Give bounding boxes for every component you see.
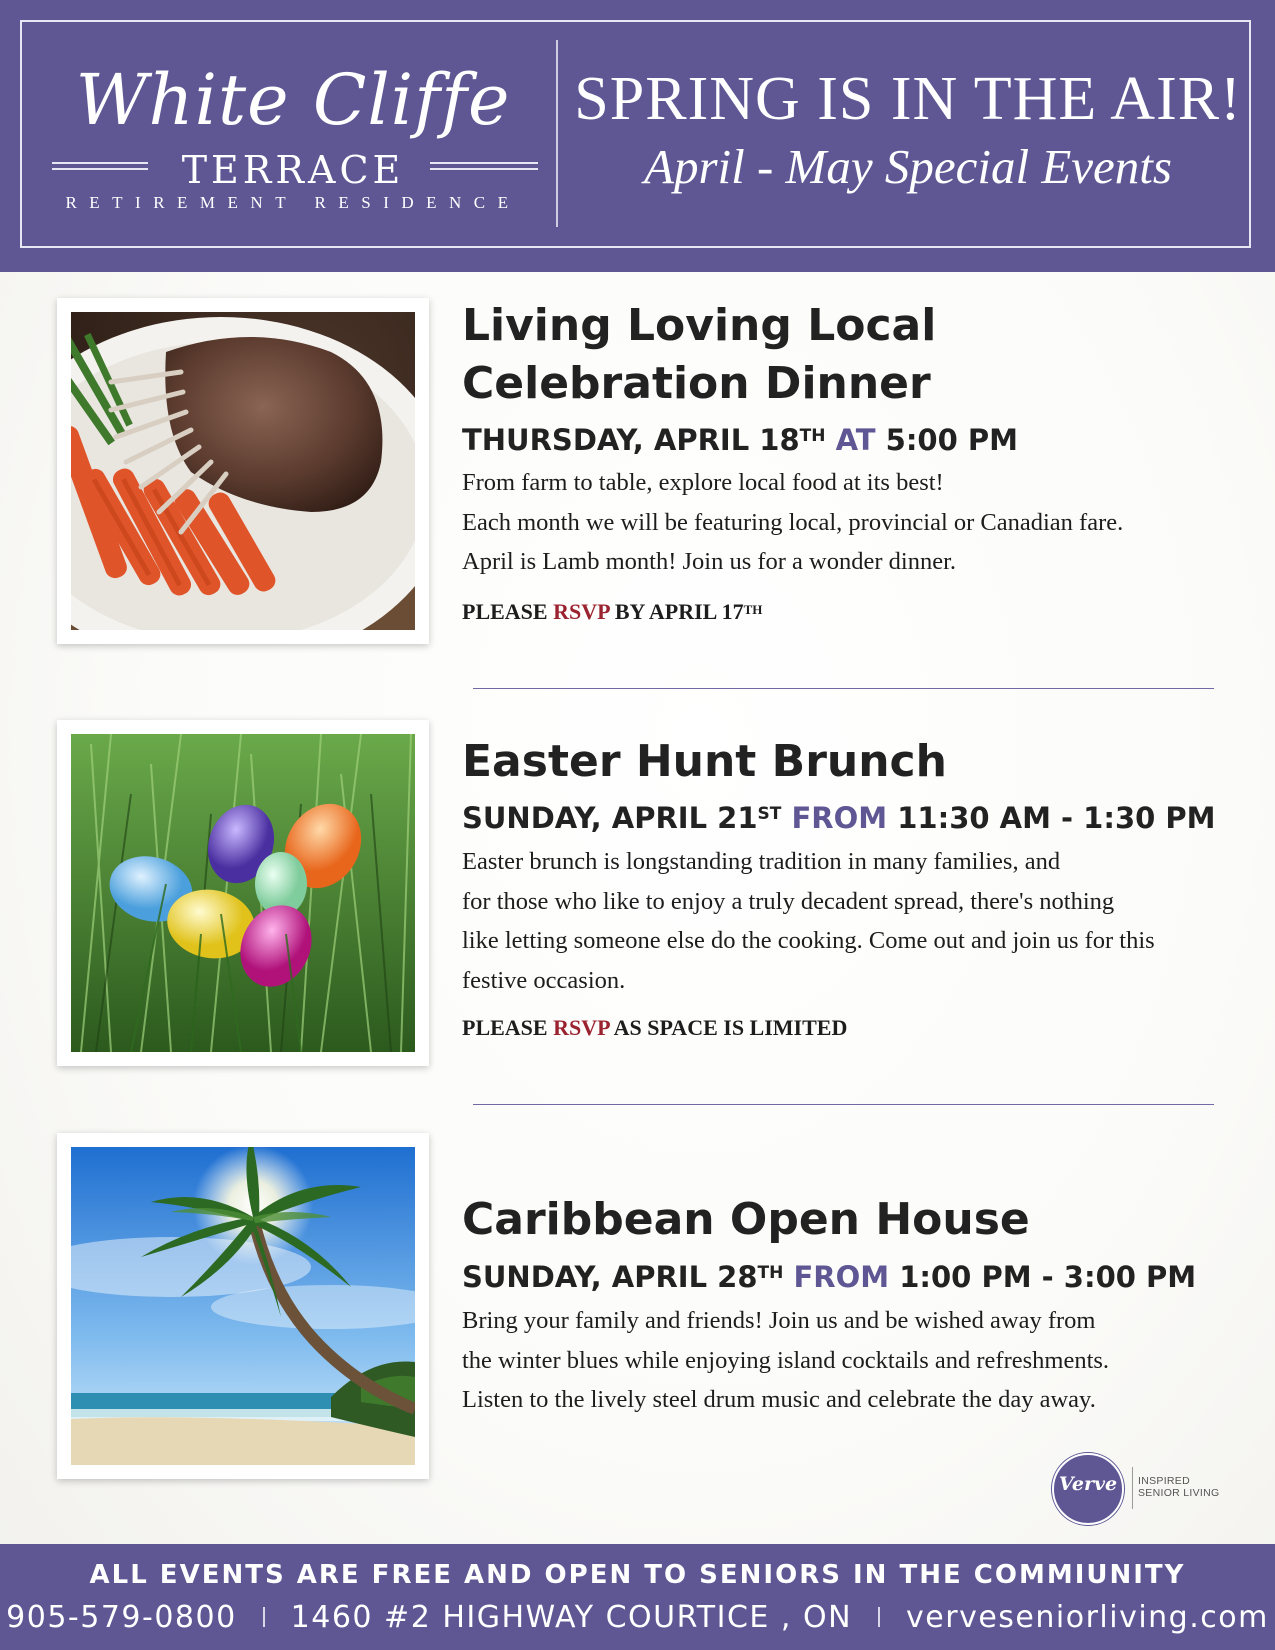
event-date (462, 799, 1252, 837)
logo-sub-row (48, 148, 538, 192)
footer-phone[interactable]: 905-579-0800 (6, 1600, 237, 1635)
rsvp-ordinal: TH (743, 602, 763, 617)
footer-notice: ALL EVENTS ARE FREE AND OPEN TO SENIORS IN THE COMMIUNITY (89, 1560, 1186, 1590)
footer-banner (0, 1544, 1275, 1650)
verve-tagline-line1: INSPIRED (1138, 1475, 1190, 1487)
rsvp-prefix: PLEASE (462, 599, 548, 624)
footer-divider (263, 1607, 265, 1627)
rsvp-word: RSVP (553, 1015, 610, 1040)
event-date-time: 1:00 PM - 3:00 PM (899, 1260, 1197, 1294)
page-subheadline: April - May Special Events (644, 139, 1172, 194)
event-date-ordinal: TH (757, 1263, 784, 1283)
event-description-line: Easter brunch is longstanding tradition in many families, and (462, 848, 1061, 875)
event-date-connector: FROM (793, 1260, 890, 1294)
page-headline: SPRING IS IN THE AIR! (574, 65, 1242, 133)
event-title-line1: Caribbean Open House (462, 1194, 1030, 1245)
event-date-connector: FROM (791, 801, 888, 835)
verve-logo-divider (1132, 1467, 1133, 1509)
event-description-line: the winter blues while enjoying island cocktails and refreshments. (462, 1346, 1110, 1374)
event-description (462, 1301, 1252, 1420)
event-description-line: for those who like to enjoy a truly decadent spread, there's nothing (462, 887, 1115, 915)
verve-tagline (1138, 1475, 1238, 1499)
event-description-line: festive occasion. (462, 966, 626, 994)
footer-address: 1460 #2 HIGHWAY COURTICE , ON (290, 1600, 853, 1635)
header-divider (556, 40, 558, 227)
verve-tagline-line2: SENIOR LIVING (1138, 1487, 1220, 1499)
event-title (462, 1191, 1242, 1249)
event-date-connector: AT (835, 423, 876, 457)
event-date-time: 11:30 AM - 1:30 PM (897, 801, 1216, 835)
event-separator (473, 688, 1214, 689)
white-cliffe-logo (48, 52, 538, 222)
event-title (462, 733, 1242, 791)
easter-eggs-photo-frame (57, 720, 429, 1066)
footer-divider (878, 1607, 880, 1627)
event-description-line: From farm to table, explore local food at its best! (462, 469, 944, 496)
rsvp-prefix: PLEASE (462, 1015, 548, 1040)
event-description-line: Each month we will be featuring local, provincial or Canadian fare. (462, 508, 1124, 536)
palm-beach-photo-frame (57, 1133, 429, 1479)
footer-website-link[interactable]: verveseniorliving.com (906, 1600, 1269, 1635)
rsvp-deadline: BY APRIL 17 (614, 599, 744, 624)
event-date-time: 5:00 PM (885, 423, 1018, 457)
event-description-line: like letting someone else do the cooking. Come out and join us for this (462, 927, 1155, 954)
footer-contact (0, 1598, 1275, 1638)
verve-logo (1052, 1453, 1242, 1525)
event-rsvp (462, 1013, 1252, 1043)
event-description-line: Listen to the lively steel drum music and celebrate the day away. (462, 1386, 1096, 1413)
event-title-line2: Celebration Dinner (462, 358, 931, 409)
lamb-dinner-photo-frame (57, 298, 429, 644)
event-date-ordinal: TH (799, 426, 826, 446)
event-title-line1: Living Loving Local (462, 300, 937, 351)
event-date-day: SUNDAY, APRIL 28 (462, 1260, 758, 1294)
event-title-line1: Easter Hunt Brunch (462, 736, 947, 787)
event-description-line: April is Lamb month! Join us for a wonder dinner. (462, 548, 957, 575)
event-description-line: Bring your family and friends! Join us and be wished away from (462, 1307, 1096, 1334)
rsvp-note: AS SPACE IS LIMITED (613, 1015, 848, 1040)
event-separator (473, 1104, 1214, 1105)
logo-main-text: White Cliffe (75, 59, 511, 141)
palm-beach-photo (71, 1147, 415, 1465)
event-rsvp (462, 597, 1252, 627)
lamb-dinner-photo (71, 312, 415, 630)
event-date-day: THURSDAY, APRIL 18 (462, 423, 800, 457)
header-banner (0, 0, 1275, 272)
verve-logo-word: Verve (1058, 1473, 1118, 1495)
logo-sub-text: TERRACE (181, 148, 405, 192)
logo-tagline: RETIREMENT RESIDENCE (65, 193, 521, 212)
event-description (462, 842, 1252, 1000)
event-date-day: SUNDAY, APRIL 21 (462, 801, 758, 835)
event-date (462, 421, 1252, 459)
event-title (462, 297, 1242, 413)
event-date (462, 1258, 1252, 1296)
event-description (462, 463, 1252, 582)
event-date-ordinal: ST (757, 804, 782, 824)
rsvp-word: RSVP (553, 599, 610, 624)
easter-eggs-photo (71, 734, 415, 1052)
